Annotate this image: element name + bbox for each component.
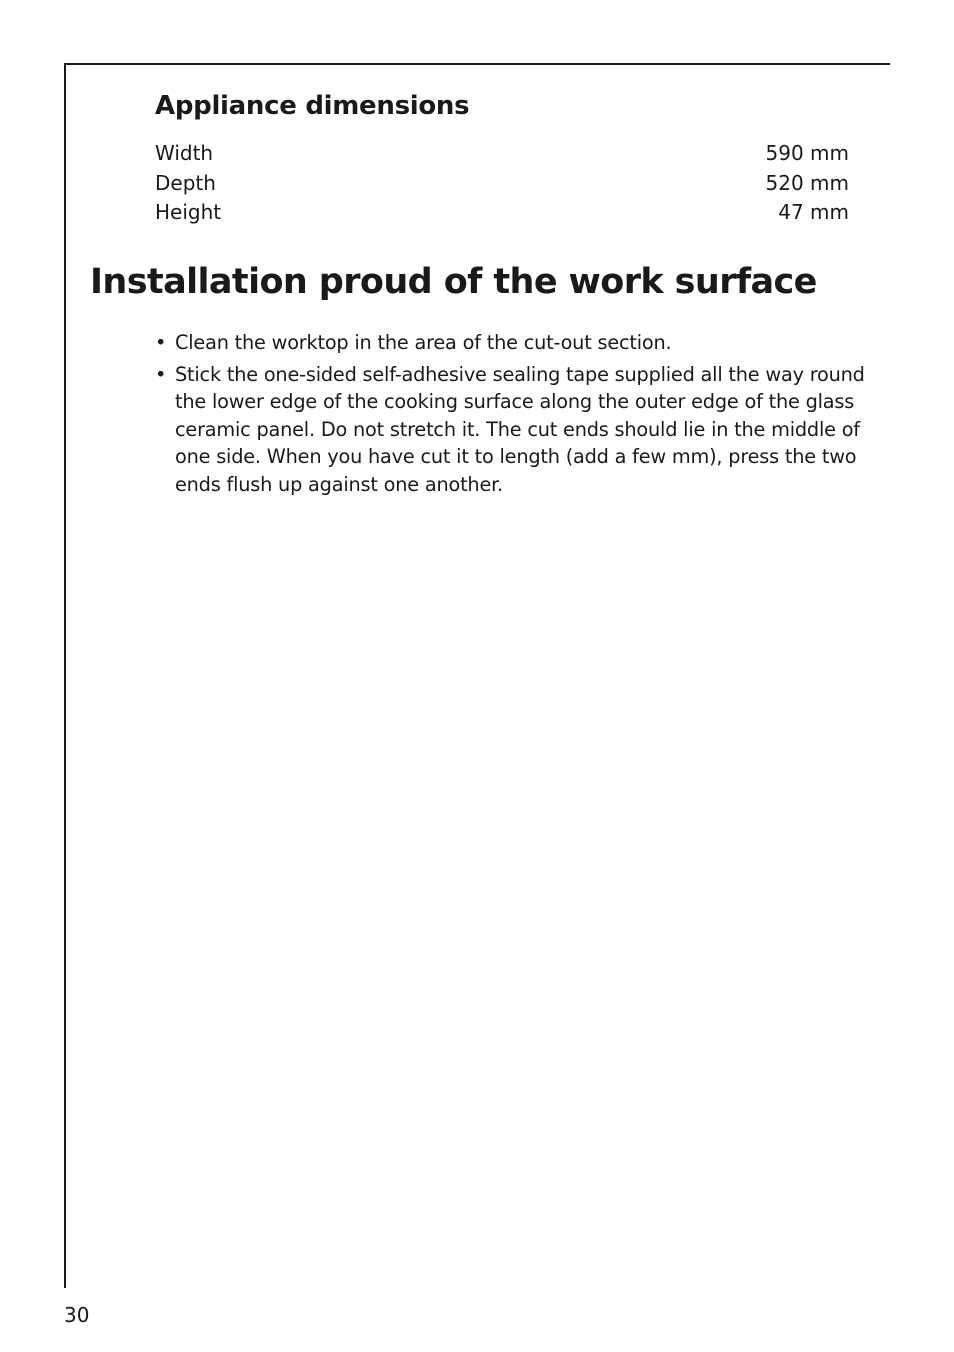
- dimension-label: Width: [155, 141, 214, 165]
- list-item: [155, 361, 865, 499]
- step-text: Stick the one-sided self-adhesive sealing tape supplied all the way round the lower edge of the cooking surface along the outer edge of the glass ceramic panel. Do not stretch it. The cut ends should lie in the middle of one side. When you have cut it to length (add a few mm), press the two ends flush up against one another.: [175, 362, 865, 496]
- frame-top-rule: [64, 63, 890, 65]
- dimension-value: 47 mm: [778, 200, 849, 224]
- dimension-value: 520 mm: [765, 170, 849, 195]
- frame-left-rule: [64, 63, 66, 1288]
- bullet-icon: •: [155, 331, 167, 354]
- dimension-value: 590 mm: [765, 141, 849, 165]
- page-number: 30: [64, 1303, 90, 1327]
- installation-heading: Installation proud of the work surface: [90, 262, 817, 302]
- installation-steps-list: [155, 329, 865, 502]
- dimension-label: Depth: [155, 170, 216, 195]
- dimension-label: Height: [155, 200, 222, 224]
- bullet-icon: •: [155, 362, 167, 386]
- appliance-dimensions-heading: Appliance dimensions: [155, 91, 470, 121]
- dimension-row-depth: [155, 169, 849, 199]
- dimensions-table: [155, 139, 849, 228]
- dimension-row-width: [155, 139, 849, 169]
- dimension-row-height: [155, 198, 849, 228]
- list-item: [155, 329, 865, 357]
- step-text: Clean the worktop in the area of the cut-out section.: [175, 331, 672, 354]
